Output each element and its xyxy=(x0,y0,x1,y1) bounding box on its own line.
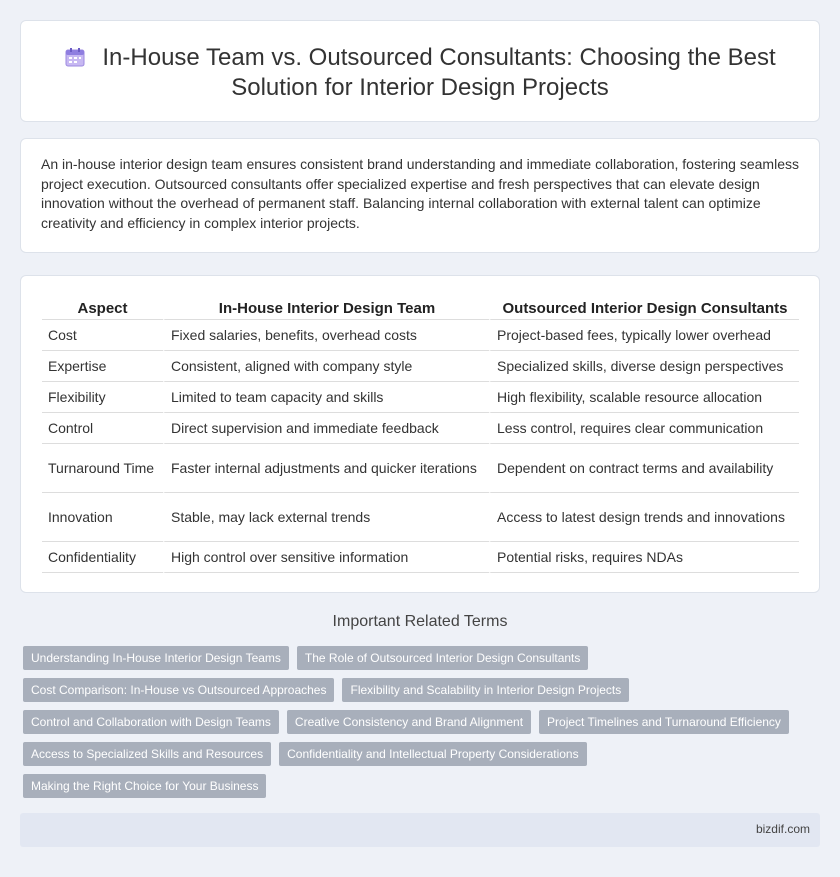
table-header-outsourced: Outsourced Interior Design Consultants xyxy=(489,296,799,320)
table-cell: Less control, requires clear communication xyxy=(489,413,799,444)
comparison-table xyxy=(42,296,799,573)
table-cell: High flexibility, scalable resource allocation xyxy=(489,382,799,413)
header-card xyxy=(20,20,820,122)
table-cell: Project-based fees, typically lower overhead xyxy=(489,320,799,351)
related-term-tag[interactable]: Flexibility and Scalability in Interior Design Projects xyxy=(342,678,629,702)
table-cell: Flexibility xyxy=(42,382,163,413)
table-cell: Dependent on contract terms and availability xyxy=(489,444,799,493)
related-term-tag[interactable]: Understanding In-House Interior Design Teams xyxy=(23,646,289,670)
related-terms-title: Important Related Terms xyxy=(332,613,508,630)
comparison-card xyxy=(20,275,820,593)
intro-card xyxy=(20,138,820,253)
table-cell: High control over sensitive information xyxy=(163,542,489,573)
table-cell: Specialized skills, diverse design perspectives xyxy=(489,351,799,382)
footer xyxy=(20,813,820,847)
page-title-wrap xyxy=(21,43,819,103)
table-cell: Direct supervision and immediate feedback xyxy=(163,413,489,444)
table-row xyxy=(42,320,799,351)
related-term-tag[interactable]: Control and Collaboration with Design Teams xyxy=(23,710,279,734)
table-cell: Turnaround Time xyxy=(42,444,163,493)
table-cell: Potential risks, requires NDAs xyxy=(489,542,799,573)
footer-brand[interactable]: bizdif.com xyxy=(755,822,810,836)
table-cell: Stable, may lack external trends xyxy=(163,493,489,542)
calendar-icon xyxy=(64,46,86,68)
table-cell: Fixed salaries, benefits, overhead costs xyxy=(163,320,489,351)
table-row xyxy=(42,542,799,573)
table-cell: Innovation xyxy=(42,493,163,542)
related-term-tag[interactable]: The Role of Outsourced Interior Design Consultants xyxy=(297,646,588,670)
table-cell: Limited to team capacity and skills xyxy=(163,382,489,413)
table-cell: Control xyxy=(42,413,163,444)
table-header-in-house: In-House Interior Design Team xyxy=(163,296,489,320)
table-row xyxy=(42,444,799,493)
related-term-tag[interactable]: Making the Right Choice for Your Business xyxy=(23,774,266,798)
table-cell: Cost xyxy=(42,320,163,351)
related-terms-list xyxy=(23,646,813,798)
related-term-tag[interactable]: Cost Comparison: In-House vs Outsourced Approaches xyxy=(23,678,334,702)
related-term-tag[interactable]: Creative Consistency and Brand Alignment xyxy=(287,710,531,734)
related-term-tag[interactable]: Access to Specialized Skills and Resources xyxy=(23,742,271,766)
table-cell: Expertise xyxy=(42,351,163,382)
page-title: In-House Team vs. Outsourced Consultants: Choosing the Best Solution for Interior Design Projects xyxy=(102,44,776,101)
table-cell: Access to latest design trends and innovations xyxy=(489,493,799,542)
table-row xyxy=(42,493,799,542)
related-term-tag[interactable]: Confidentiality and Intellectual Property Considerations xyxy=(279,742,587,766)
table-row xyxy=(42,351,799,382)
table-header-aspect: Aspect xyxy=(42,296,163,320)
table-row xyxy=(42,413,799,444)
table-row xyxy=(42,382,799,413)
table-cell: Confidentiality xyxy=(42,542,163,573)
related-term-tag[interactable]: Project Timelines and Turnaround Efficiency xyxy=(539,710,789,734)
table-cell: Consistent, aligned with company style xyxy=(163,351,489,382)
table-cell: Faster internal adjustments and quicker iterations xyxy=(163,444,489,493)
intro-text: An in-house interior design team ensures consistent brand understanding and immediate collaboration, fostering seamless project execution. Outsourced consultants offer specialized expertise and fresh perspectives that can elevate design innovation without the overhead of permanent staff. Balancing internal collaboration with external talent can optimize creativity and efficiency in complex interior projects. xyxy=(41,156,799,231)
